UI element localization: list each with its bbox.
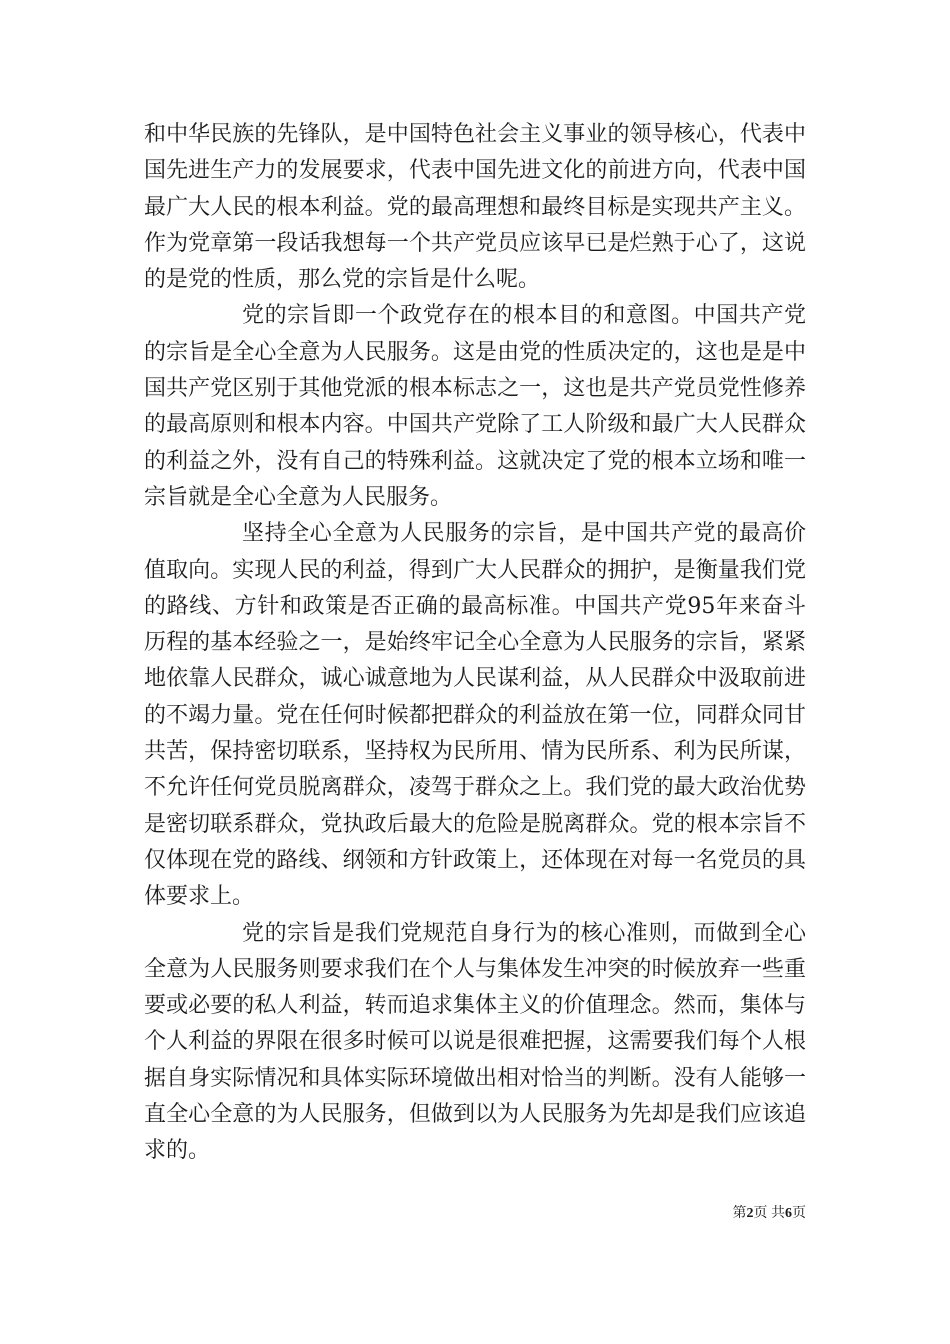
- total-pages: 6: [785, 1206, 792, 1221]
- footer-prefix: 第: [732, 1206, 747, 1221]
- footer-middle: 页 共: [753, 1206, 785, 1221]
- paragraph-1: 和中华民族的先锋队，是中国特色社会主义事业的领导核心，代表中国先进生产力的发展要求，代表中国先进文化的前进方向，代表中国最广大人民的根本利益。党的最高理想和最终目标是实现共产主义。作为党章第一段话我想每一个共产党员应该早已是烂熟于心了，这说的是党的性质，那么党的宗旨是什么呢。: [144, 122, 806, 293]
- footer-suffix: 页: [792, 1206, 806, 1221]
- paragraph-3: 坚持全心全意为人民服务的宗旨，是中国共产党的最高价值取向。实现人民的利益，得到广大人民群众的拥护，是衡量我们党的路线、方针和政策是否正确的最高标准。中国共产党95年来奋斗历程的基本经验之一，是始终牢记全心全意为人民服务的宗旨，紧紧地依靠人民群众，诚心诚意地为人民谋利益，从人民群众中汲取前进的不竭力量。党在任何时候都把群众的利益放在第一位，同群众同甘共苦，保持密切联系，坚持权为民所用、情为民所系、利为民所谋，不允许任何党员脱离群众，凌驾于群众之上。我们党的最大政治优势是密切联系群众，党执政后最大的危险是脱离群众。党的根本宗旨不仅体现在党的路线、纲领和方针政策上，还体现在对每一名党员的具体要求上。: [144, 521, 806, 910]
- page-number: 2: [746, 1206, 754, 1221]
- page-footer: [733, 1202, 807, 1222]
- paragraph-2: 党的宗旨即一个政党存在的根本目的和意图。中国共产党的宗旨是全心全意为人民服务。这是由党的性质决定的，这也是是中国共产党区别于其他党派的根本标志之一，这也是共产党员党性修养的最高原则和根本内容。中国共产党除了工人阶级和最广大人民群众的利益之外，没有自己的特殊利益。这就决定了党的根本立场和唯一宗旨就是全心全意为人民服务。: [144, 303, 806, 510]
- body-text: [144, 117, 806, 1170]
- paragraph-4: 党的宗旨是我们党规范自身行为的核心准则，而做到全心全意为人民服务则要求我们在个人与集体发生冲突的时候放弃一些重要或必要的私人利益，转而追求集体主义的价值理念。然而，集体与个人利益的界限在很多时候可以说是很难把握，这需要我们每个人根据自身实际情况和具体实际环境做出相对恰当的判断。没有人能够一直全心全意的为人民服务，但做到以为人民服务为先却是我们应该追求的。: [144, 920, 806, 1164]
